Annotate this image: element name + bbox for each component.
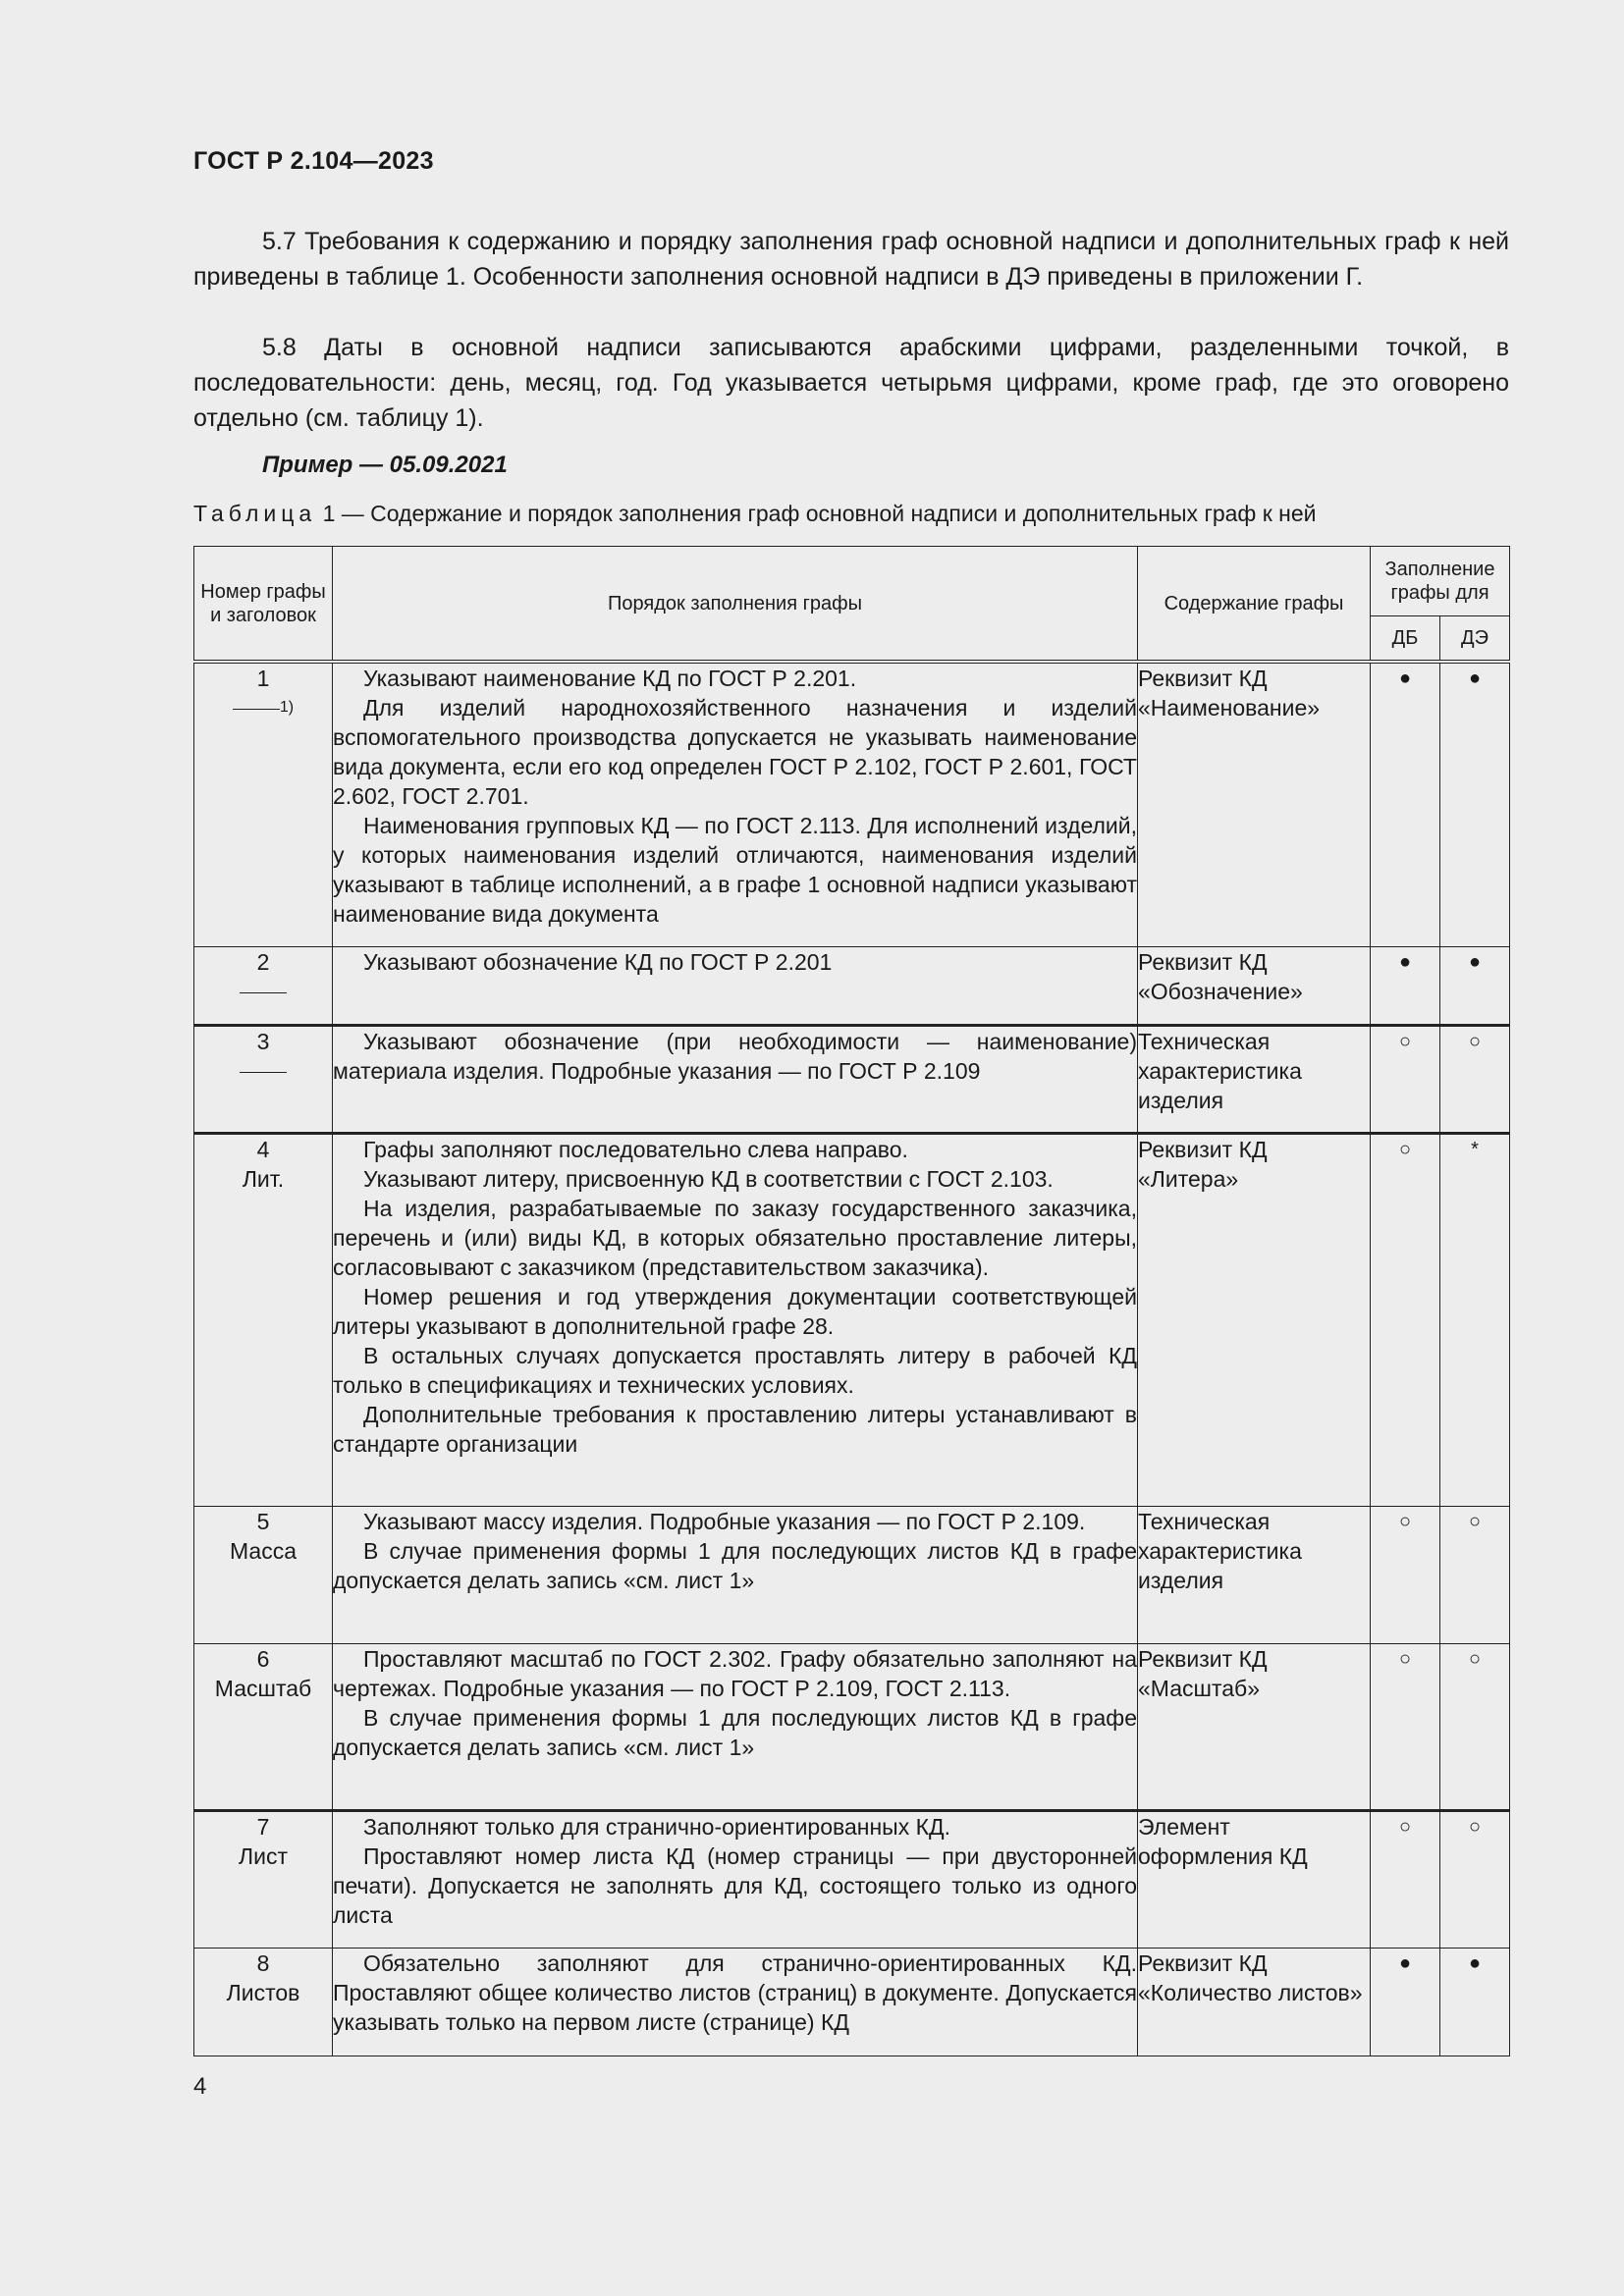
row-number: 5 bbox=[256, 1508, 270, 1534]
fill-order-text: Указывают литеру, присвоенную КД в соответствии с ГОСТ 2.103. bbox=[363, 1165, 1054, 1192]
mark-de: ● bbox=[1440, 946, 1510, 1025]
fill-order-text: Проставляют номер листа КД (номер страницы — при двусторонней печати). Допускается не заполнять для КД, состоящего только из одного листа bbox=[333, 1842, 1137, 1928]
table-row bbox=[194, 946, 1510, 1025]
fill-order-cell bbox=[333, 662, 1138, 946]
fill-order-text: В случае применения формы 1 для последующих листов КД в графе допускается делать запись «см. лист 1» bbox=[333, 1704, 1137, 1760]
row-number: 8 bbox=[256, 1949, 270, 1976]
table-row bbox=[194, 1025, 1510, 1133]
row-number-cell bbox=[194, 1810, 333, 1948]
row-number: 6 bbox=[256, 1645, 270, 1672]
row-number-cell bbox=[194, 1506, 333, 1643]
table-row bbox=[194, 1810, 1510, 1948]
fill-order-text: Для изделий народнохозяйственного назначения и изделий вспомогательного производства допускается не указывать наименование вида документа, если его код определен ГОСТ Р 2.102, ГОСТ Р 2.601, ГОСТ 2.602, ГОСТ 2.701. bbox=[333, 695, 1137, 809]
row-number-cell bbox=[194, 662, 333, 946]
content-cell: Техническая характеристика изделия bbox=[1138, 1506, 1371, 1643]
fill-order-text: Заполняют только для странично-ориентированных КД. bbox=[363, 1813, 950, 1840]
row-number: 1 bbox=[256, 666, 270, 691]
fill-order-cell bbox=[333, 1025, 1138, 1133]
mark-db: ● bbox=[1371, 946, 1440, 1025]
row-title: Лит. bbox=[242, 1165, 285, 1192]
header-content: Содержание графы bbox=[1138, 547, 1371, 663]
row-number: 2 bbox=[256, 948, 270, 975]
mark-de: ● bbox=[1440, 662, 1510, 946]
example-date: Пример — 05.09.2021 bbox=[262, 452, 508, 478]
fill-order-cell bbox=[333, 1643, 1138, 1810]
table-row bbox=[194, 1948, 1510, 2056]
row-title bbox=[194, 977, 332, 1006]
row-title bbox=[194, 1056, 332, 1086]
content-cell: Реквизит КД «Обозначение» bbox=[1138, 946, 1371, 1025]
fill-order-cell bbox=[333, 1810, 1138, 1948]
fill-order-text: На изделия, разрабатываемые по заказу государственного заказчика, перечень и (или) виды КД, в которых обязательно проставление литеры, согласовывают с заказчиком (представительством заказчика). bbox=[333, 1195, 1137, 1280]
row-number: 7 bbox=[256, 1813, 270, 1840]
paragraph-5-8: 5.8 Даты в основной надписи записываются арабскими цифрами, разделенными точкой, в последовательности: день, месяц, год. Год указывается четырьмя цифрами, кроме граф, где это оговорено отдельно (см. таблицу 1). bbox=[193, 334, 1509, 432]
row-title: Масштаб bbox=[214, 1675, 312, 1701]
fill-order-text: В случае применения формы 1 для последующих листов КД в графе допускается делать запись «см. лист 1» bbox=[333, 1537, 1137, 1593]
fill-order-text: Номер решения и год утверждения документации соответствующей литеры указывают в дополнительной графе 28. bbox=[333, 1283, 1137, 1339]
mark-de: ○ bbox=[1440, 1025, 1510, 1133]
fill-order-cell bbox=[333, 946, 1138, 1025]
fill-order-text: Наименования групповых КД — по ГОСТ 2.113. Для исполнений изделий, у которых наименования изделий отличаются, наименования изделий указывают в таблице исполнений, а в графе 1 основной надписи указывают наименование вида документа bbox=[333, 813, 1137, 927]
content-cell: Элемент оформления КД bbox=[1138, 1810, 1371, 1948]
content-cell: Реквизит КД «Литера» bbox=[1138, 1133, 1371, 1506]
mark-db: ○ bbox=[1371, 1133, 1440, 1506]
page-number: 4 bbox=[193, 2073, 207, 2100]
fill-order-cell bbox=[333, 1506, 1138, 1643]
table-row bbox=[194, 1643, 1510, 1810]
header-de: ДЭ bbox=[1440, 616, 1510, 663]
fill-order-text: В остальных случаях допускается проставлять литеру в рабочей КД только в спецификациях и технических условиях. bbox=[333, 1342, 1137, 1398]
row-number-cell bbox=[194, 1133, 333, 1506]
content-cell: Реквизит КД «Наименование» bbox=[1138, 662, 1371, 946]
mark-de: ● bbox=[1440, 1948, 1510, 2056]
fill-order-text: Указывают обозначение (при необходимости — наименование) материала изделия. Подробные указания — по ГОСТ Р 2.109 bbox=[333, 1028, 1137, 1084]
mark-db: ○ bbox=[1371, 1810, 1440, 1948]
row-title: Листов bbox=[226, 1979, 300, 2005]
row-title: Лист bbox=[239, 1842, 288, 1869]
content-cell: Реквизит КД «Масштаб» bbox=[1138, 1643, 1371, 1810]
standard-header: ГОСТ Р 2.104—2023 bbox=[193, 147, 434, 175]
fill-order-cell bbox=[333, 1948, 1138, 2056]
mark-db: ○ bbox=[1371, 1643, 1440, 1810]
empty-title-dash bbox=[233, 693, 280, 710]
mark-db: ○ bbox=[1371, 1025, 1440, 1133]
table-row bbox=[194, 1506, 1510, 1643]
row-number-cell bbox=[194, 1948, 333, 2056]
mark-de: ○ bbox=[1440, 1643, 1510, 1810]
content-cell: Техническая характеристика изделия bbox=[1138, 1025, 1371, 1133]
fill-order-text: Дополнительные требования к проставлению литеры устанавливают в стандарте организации bbox=[333, 1401, 1137, 1457]
fill-order-text: Графы заполняют последовательно слева направо. bbox=[363, 1136, 908, 1162]
header-fill: Заполнение графы для bbox=[1371, 547, 1510, 616]
row-number-cell bbox=[194, 1025, 333, 1133]
row-title: Масса bbox=[229, 1537, 297, 1564]
row-title bbox=[194, 693, 332, 724]
table-row bbox=[194, 1133, 1510, 1506]
mark-db: ● bbox=[1371, 1948, 1440, 2056]
mark-db: ● bbox=[1371, 662, 1440, 946]
row-number-cell bbox=[194, 1643, 333, 1810]
empty-title-dash bbox=[240, 1056, 287, 1073]
mark-de: ○ bbox=[1440, 1506, 1510, 1643]
fill-order-cell bbox=[333, 1133, 1138, 1506]
table-caption bbox=[193, 501, 1317, 527]
header-db: ДБ bbox=[1371, 616, 1440, 663]
fill-order-text: Указывают наименование КД по ГОСТ Р 2.201. bbox=[363, 666, 857, 691]
fill-order-text: Проставляют масштаб по ГОСТ 2.302. Графу обязательно заполняют на чертежах. Подробные указания — по ГОСТ Р 2.109, ГОСТ 2.113. bbox=[333, 1645, 1137, 1701]
fill-order-table bbox=[193, 546, 1510, 2056]
fill-order-text: Указывают обозначение КД по ГОСТ Р 2.201 bbox=[363, 948, 833, 975]
fill-order-text: Указывают массу изделия. Подробные указания — по ГОСТ Р 2.109. bbox=[363, 1508, 1086, 1534]
empty-title-dash bbox=[240, 977, 287, 993]
content-cell: Реквизит КД «Количество листов» bbox=[1138, 1948, 1371, 2056]
table-caption-text: 1 — Содержание и порядок заполнения граф основной надписи и дополнительных граф к ней bbox=[316, 501, 1317, 526]
mark-db: ○ bbox=[1371, 1506, 1440, 1643]
row-number: 3 bbox=[256, 1028, 270, 1054]
header-order: Порядок заполнения графы bbox=[333, 547, 1138, 663]
fill-order-text: Обязательно заполняют для странично-ориентированных КД. Проставляют общее количество листов (страниц) в документе. Допускается указывать только на первом листе (странице) КД bbox=[333, 1949, 1137, 2035]
row-number-cell bbox=[194, 946, 333, 1025]
paragraph-5-7: 5.7 Требования к содержанию и порядку заполнения граф основной надписи и дополнительных граф к ней приведены в таблице 1. Особенности заполнения основной надписи в ДЭ приведены в приложении Г. bbox=[193, 228, 1509, 291]
table-caption-label: Таблица bbox=[193, 501, 317, 526]
header-number: Номер графы и заголовок bbox=[194, 547, 333, 663]
footnote-mark: 1) bbox=[279, 699, 295, 716]
table-body bbox=[194, 662, 1510, 2056]
table-row bbox=[194, 662, 1510, 946]
mark-de: * bbox=[1440, 1133, 1510, 1506]
row-number: 4 bbox=[256, 1136, 270, 1162]
mark-de: ○ bbox=[1440, 1810, 1510, 1948]
